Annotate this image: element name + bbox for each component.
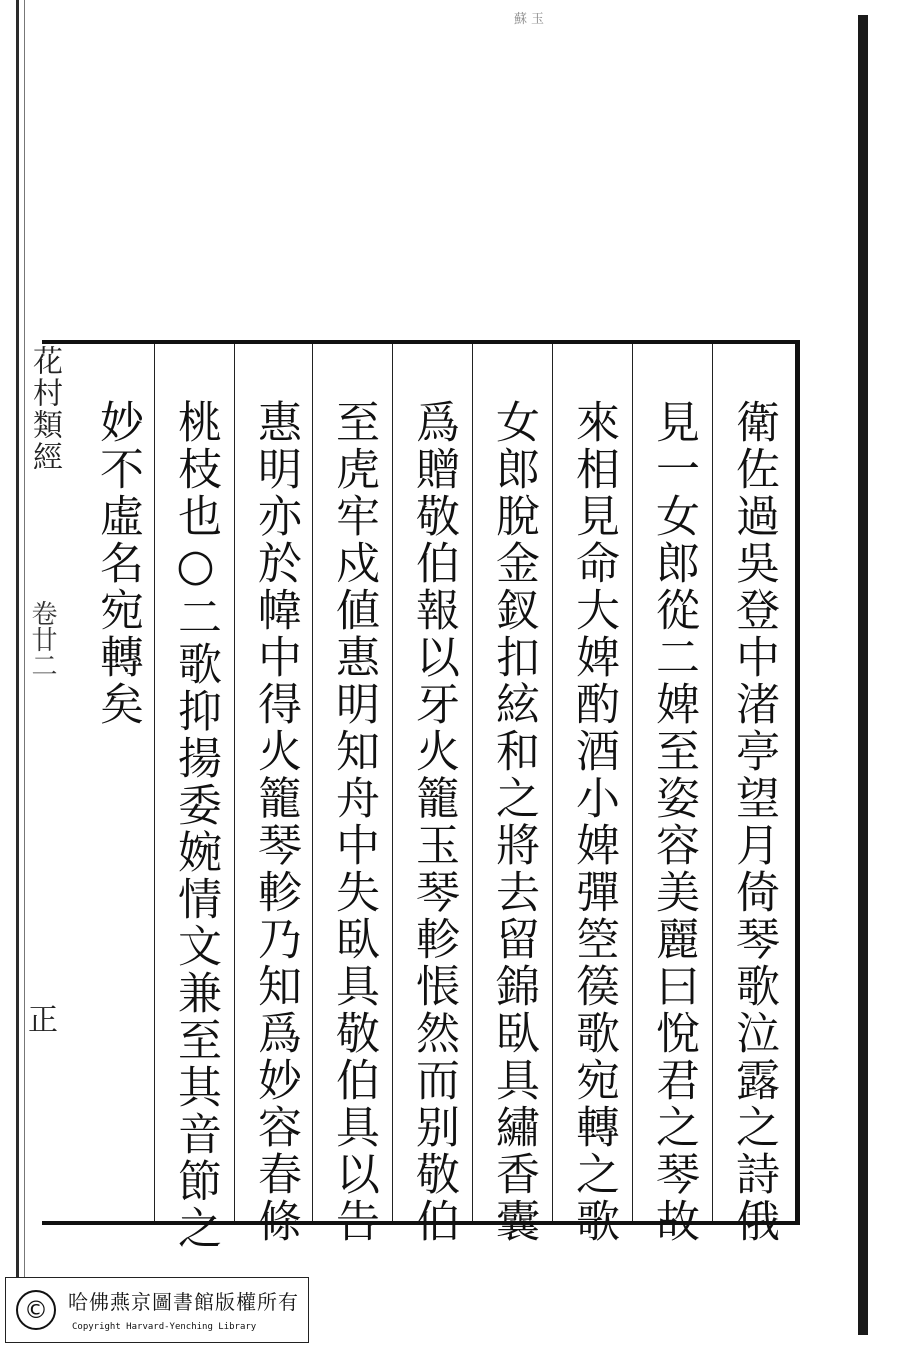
text-column-9: 妙不虛名宛轉矣 xyxy=(92,399,143,728)
text-column-1: 衛佐過吳登中渚亭望月倚琴歌泣露之詩俄 xyxy=(728,399,779,1245)
text-column-4: 女郎脫金釵扣絃和之將去留錦臥具繡香囊 xyxy=(488,399,539,1245)
column-rule xyxy=(632,344,633,1221)
running-head: 蘇玉 xyxy=(514,12,549,27)
text-column-7: 惠明亦於幃中得火籠琴軫乃知爲妙容春條 xyxy=(250,399,301,1245)
column-rule xyxy=(552,344,553,1221)
copyright-icon: © xyxy=(16,1290,56,1330)
copyright-notice xyxy=(5,1277,309,1343)
text-column-8: 桃枝也○二歌抑揚委婉情文兼至其音節之 xyxy=(170,399,221,1252)
column-rule xyxy=(392,344,393,1221)
scan-edge-left xyxy=(16,0,19,1290)
column-rule xyxy=(154,344,155,1221)
column-rule xyxy=(712,344,713,1221)
margin-book-title: 花村類經 xyxy=(27,345,62,473)
text-column-5: 爲贈敬伯報以牙火籠玉琴軫悵然而别敬伯 xyxy=(408,399,459,1245)
copyright-english-text: Copyright Harvard-Yenching Library xyxy=(72,1322,257,1332)
margin-chapter-label: 卷廿二 xyxy=(27,600,57,678)
copyright-chinese-text: 哈佛燕京圖書館版權所有 xyxy=(68,1290,299,1314)
text-frame xyxy=(42,340,800,1252)
folio-mark: 正 xyxy=(28,1003,58,1038)
column-rule xyxy=(234,344,235,1221)
text-column-6: 至虎牢戍値惠明知舟中失臥具敬伯具以告 xyxy=(328,399,379,1245)
text-column-3: 來相見命大婢酌酒小婢彈箜篌歌宛轉之歌 xyxy=(568,399,619,1245)
text-column-2: 見一女郎從二婢至姿容美麗曰悅君之琴故 xyxy=(648,399,699,1245)
column-rule xyxy=(472,344,473,1221)
scan-edge-right xyxy=(858,15,868,1335)
column-rule xyxy=(312,344,313,1221)
